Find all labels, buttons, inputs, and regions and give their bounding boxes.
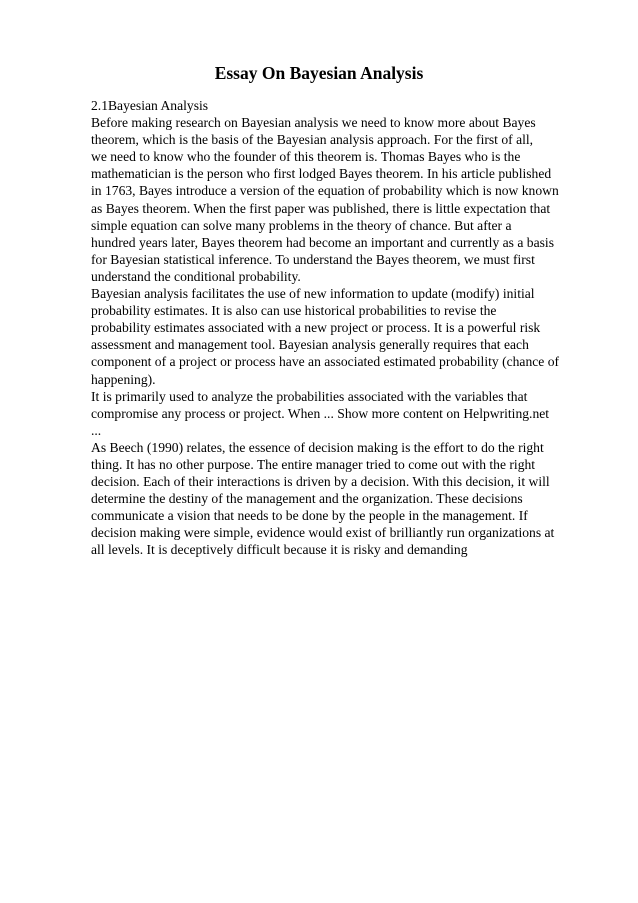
body-line: As Beech (1990) relates, the essence of decision making is the effort to do the right — [91, 439, 544, 455]
body-line: decision. Each of their interactions is driven by a decision. With this decision, it will — [91, 474, 550, 490]
body-line: probability estimates. It is also can use historical probabilities to revise the — [91, 303, 497, 319]
body-line: mathematician is the person who first lodged Bayes theorem. In his article published — [91, 166, 552, 182]
body-line: as Bayes theorem. When the first paper was published, there is little expectation that — [91, 200, 551, 216]
body-line: compromise any process or project. When ... Show more content on Helpwriting.net — [91, 405, 550, 421]
document-title: Essay On Bayesian Analysis — [214, 63, 424, 83]
body-line: understand the conditional probability. — [91, 268, 301, 284]
body-line: determine the destiny of the management and the organization. These decisions — [91, 491, 523, 507]
body-line: thing. It has no other purpose. The entire manager tried to come out with the right — [91, 456, 536, 472]
body-line: hundred years later, Bayes theorem had become an important and currently as a basis — [91, 234, 554, 250]
body-line: all levels. It is deceptively difficult because it is risky and demanding — [91, 542, 468, 558]
body-line: simple equation can solve many problems in the theory of chance. But after a — [91, 217, 512, 233]
body-line: for Bayesian statistical inference. To understand the Bayes theorem, we must first — [91, 251, 535, 267]
body-line: theorem, which is the basis of the Bayesian analysis approach. For the first of all, — [91, 132, 534, 148]
body-line: communicate a vision that needs to be done by the people in the management. If — [91, 508, 528, 524]
body-line: we need to know who the founder of this theorem is. Thomas Bayes who is the — [91, 149, 521, 165]
body-line: decision making were simple, evidence would exist of brilliantly run organizations at — [91, 525, 555, 541]
body-line: 2.1Bayesian Analysis — [91, 98, 209, 113]
body-line: assessment and management tool. Bayesian analysis generally requires that each — [91, 337, 529, 353]
body-line: probability estimates associated with a new project or process. It is a powerful risk — [91, 320, 541, 336]
body-line: component of a project or process have an associated estimated probability (chance of — [91, 354, 560, 370]
body-line: Bayesian analysis facilitates the use of new information to update (modify) initial — [91, 286, 535, 302]
document-body — [91, 97, 591, 559]
body-line: happening). — [91, 371, 156, 387]
body-line: Before making research on Bayesian analysis we need to know more about Bayes — [91, 115, 536, 131]
body-line: It is primarily used to analyze the probabilities associated with the variables that — [91, 388, 528, 404]
body-line: ... — [91, 422, 102, 438]
body-line: in 1763, Bayes introduce a version of the equation of probability which is now known — [91, 183, 559, 199]
